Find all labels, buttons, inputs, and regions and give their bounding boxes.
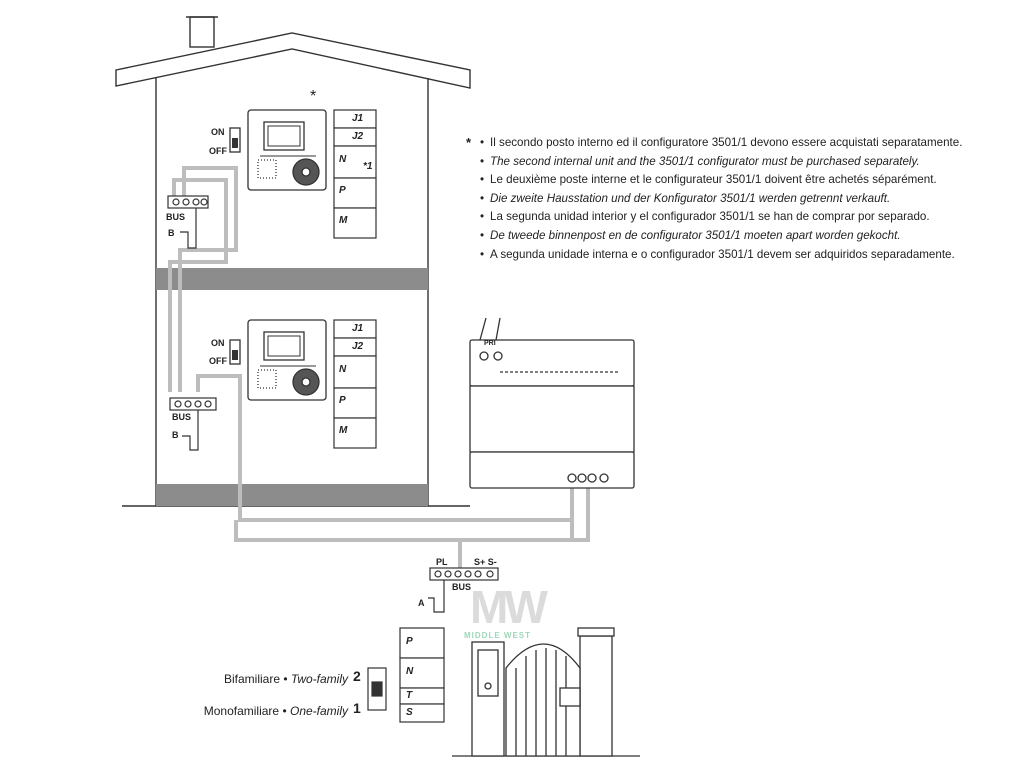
lower-bus-label: BUS xyxy=(172,412,192,422)
upper-switch-off-label: OFF xyxy=(209,146,227,156)
entrance-bus-label: BUS xyxy=(452,582,472,592)
entrance-pl-label: PL xyxy=(436,557,448,567)
lower-switch-on-label: ON xyxy=(211,338,225,348)
upper-config-j2: J2 xyxy=(352,131,364,142)
watermark-logo: MW xyxy=(470,581,544,633)
two-family-number: 2 xyxy=(353,668,361,684)
lower-config-j2: J2 xyxy=(352,341,364,352)
note-line: • The second internal unit and the 3501/1 configurator must be purchased separately. xyxy=(480,154,920,168)
one-family-it: Monofamiliare xyxy=(203,704,280,718)
upper-config-n: N xyxy=(339,154,347,165)
entrance-config-p: P xyxy=(406,636,413,647)
note-line: • La segunda unidad interior y el configurador 3501/1 se han de comprar por separado. xyxy=(480,210,930,224)
gate xyxy=(452,628,640,756)
one-family-en: One-family xyxy=(289,704,348,718)
entrance-button-label: A xyxy=(418,598,425,608)
upper-config-p: P xyxy=(339,185,346,196)
roof xyxy=(116,33,470,88)
upper-asterisk: * xyxy=(310,88,317,105)
ground-floor-band xyxy=(156,484,428,506)
power-supply-label: PRI xyxy=(484,340,496,347)
upper-floor-band xyxy=(156,268,428,290)
lower-intercom xyxy=(230,320,326,400)
lower-config-m: M xyxy=(339,425,348,436)
note-asterisk: * xyxy=(466,135,472,150)
two-family-it: Bifamiliare xyxy=(223,672,280,686)
lower-button-label: B xyxy=(172,430,179,440)
lower-config-p: P xyxy=(339,395,346,406)
note-line: • Le deuxième poste interne et le configurateur 3501/1 doivent être achetés séparément. xyxy=(480,173,937,187)
two-family-en: Two-family xyxy=(290,672,348,686)
two-family-label: Bifamiliare • Two-family xyxy=(223,672,348,686)
lower-config-n: N xyxy=(339,364,347,375)
upper-button-label: B xyxy=(168,228,175,238)
note-line: • De tweede binnenpost en de configurator 3501/1 moeten apart worden gekocht. xyxy=(480,228,901,242)
upper-config-m: M xyxy=(339,215,348,226)
purchase-notes xyxy=(466,134,986,264)
note-line: * • Il secondo posto interno ed il configuratore 3501/1 devono essere acquistati separatamente. xyxy=(466,134,986,153)
note-line: • Die zweite Hausstation und der Konfigurator 3501/1 werden getrennt verkauft. xyxy=(480,191,891,205)
chimney xyxy=(190,17,214,47)
upper-terminal xyxy=(168,196,208,248)
family-selector xyxy=(368,668,386,710)
entrance-s-label: S+ S- xyxy=(474,557,497,567)
entrance-config-t: T xyxy=(406,690,413,701)
one-family-label: Monofamiliare • One-family xyxy=(203,704,348,718)
one-family-number: 1 xyxy=(353,700,361,716)
note-line: • A segunda unidade interna e o configurador 3501/1 devem ser adquiridos separadamente. xyxy=(480,247,955,261)
watermark-text: MIDDLE WEST xyxy=(464,631,531,640)
upper-intercom xyxy=(230,110,326,190)
lower-config-j1: J1 xyxy=(352,323,364,334)
entrance-config-n: N xyxy=(406,666,414,677)
lower-switch-off-label: OFF xyxy=(209,356,227,366)
upper-config-j1: J1 xyxy=(352,113,364,124)
upper-config-n-note: *1 xyxy=(363,161,373,172)
lower-terminal xyxy=(170,398,216,450)
entrance-config-s: S xyxy=(406,707,413,718)
upper-bus-label: BUS xyxy=(166,212,186,222)
upper-switch-on-label: ON xyxy=(211,127,225,137)
